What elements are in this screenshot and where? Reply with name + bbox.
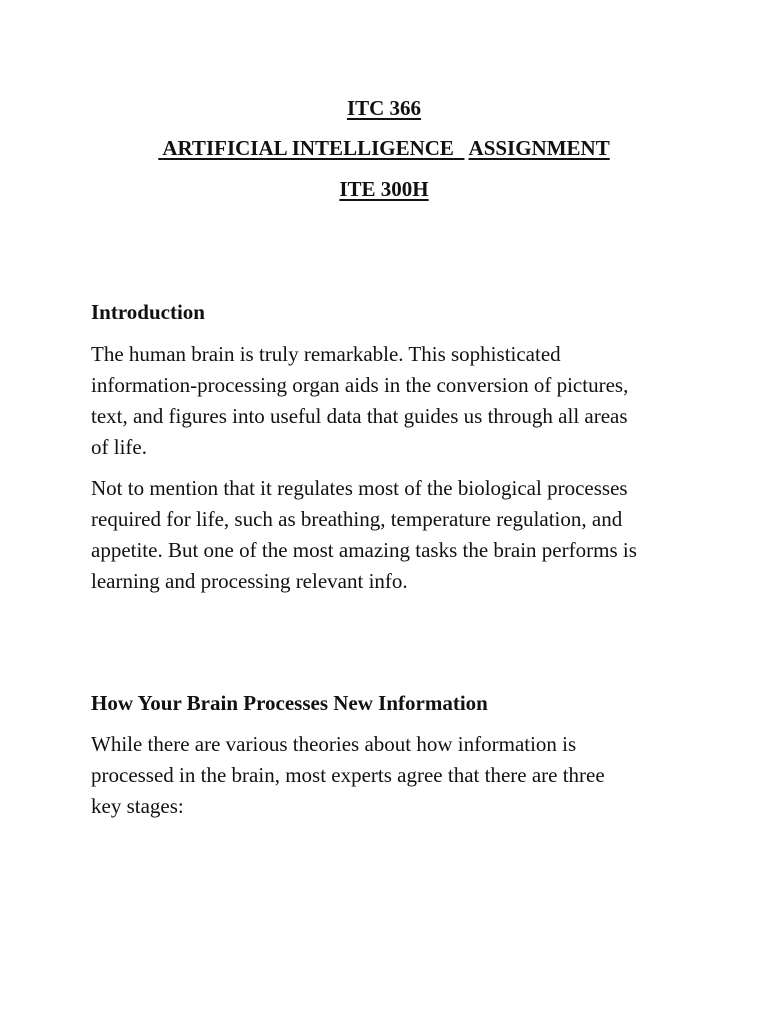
paragraph-line: appetite. But one of the most amazing tasks the brain performs is [91,538,637,562]
class-code-title [0,177,768,201]
paragraph-line: of life. [91,435,147,459]
assignment-text: ASSIGNMENT [468,136,610,160]
paragraph-line: information-processing organ aids in the conversion of pictures, [91,373,629,397]
paragraph-line: required for life, such as breathing, temperature regulation, and [91,507,623,531]
paragraph-line: While there are various theories about how information is [91,732,577,756]
paragraph-line: Not to mention that it regulates most of the biological processes [91,476,628,500]
paragraph-line: The human brain is truly remarkable. This sophisticated [91,342,561,366]
brain-processes-paragraph-1 [91,729,691,822]
paragraph-line: processed in the brain, most experts agree that there are three [91,763,605,787]
intro-paragraph-1 [91,339,691,463]
paragraph-line: learning and processing relevant info. [91,569,408,593]
intro-paragraph-2 [91,473,691,597]
paragraph-line: key stages: [91,794,184,818]
section-heading-introduction: Introduction [91,300,205,324]
subject-label: ARTIFICIAL INTELLIGENCE [162,136,454,160]
assignment-title [0,136,768,160]
course-code-text: ITC 366 [346,96,422,120]
subject-text [158,136,464,160]
paragraph-line: text, and figures into useful data that guides us through all areas [91,404,628,428]
course-code-title [0,96,768,120]
class-code-text: ITE 300H [339,177,429,201]
section-heading-brain-processes: How Your Brain Processes New Information [91,691,488,715]
